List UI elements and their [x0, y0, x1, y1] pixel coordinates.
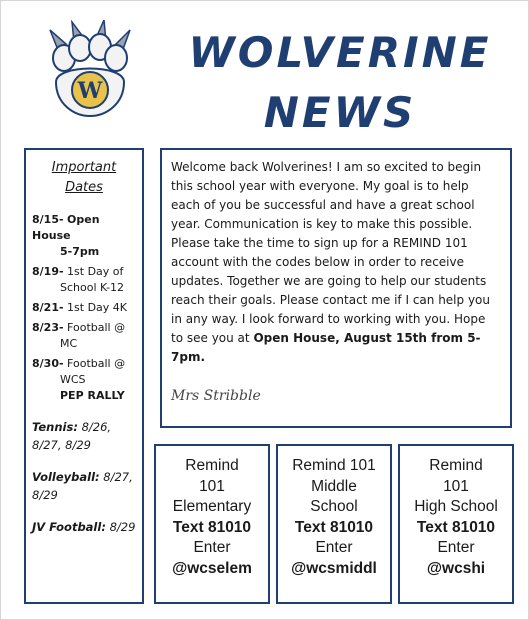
remind-elementary-box: [154, 444, 270, 604]
remind-line: 101: [199, 477, 225, 495]
date-text: 1st Day 4K: [67, 301, 128, 314]
sport-dates: 8/27, 8/29: [32, 470, 133, 502]
date-item: [32, 320, 136, 352]
date-label: 8/21-: [32, 301, 64, 314]
date-item: [32, 300, 136, 316]
welcome-body: [171, 158, 501, 367]
welcome-letter: [160, 148, 512, 428]
sport-dates: 8/29: [109, 520, 136, 534]
remind-text-number: Text 81010: [294, 518, 374, 536]
remind-code: @wcshi: [426, 559, 486, 577]
wolverine-paw-logo: [44, 20, 136, 120]
heading-line-1: Important: [51, 160, 117, 175]
sport-dates: 8/26, 8/27, 8/29: [32, 420, 112, 452]
sport-label: Volleyball:: [32, 470, 100, 484]
remind-text-number: Text 81010: [416, 518, 496, 536]
remind-enter: Enter: [437, 539, 475, 556]
heading-line-2: Dates: [65, 180, 103, 195]
date-detail: WCS: [60, 373, 86, 386]
date-label: 8/23-: [32, 321, 64, 334]
remind-high-box: [398, 444, 514, 604]
remind-line: Middle: [311, 477, 357, 495]
important-dates-heading: [32, 158, 136, 198]
date-text: Open House: [32, 213, 100, 242]
remind-school: School: [310, 498, 358, 515]
date-detail: School K-12: [60, 281, 125, 294]
remind-enter: Enter: [193, 539, 231, 556]
remind-line: Remind: [429, 457, 483, 474]
signature: Mrs Stribble: [171, 388, 261, 404]
date-text: 1st Day of: [67, 265, 124, 278]
date-label: 8/19-: [32, 265, 64, 278]
open-house-callout: Open House, August 15th from 5-7pm.: [171, 331, 481, 364]
sport-schedule: [32, 518, 136, 536]
remind-code: @wcsmiddl: [291, 559, 377, 577]
sport-schedule: [32, 468, 136, 504]
title-line-1: WOLVERINE: [188, 28, 492, 77]
date-detail: 5-7pm: [60, 245, 100, 258]
date-item: [32, 264, 136, 296]
remind-line: Remind: [185, 457, 239, 474]
date-item: [32, 212, 136, 260]
remind-middle-box: [276, 444, 392, 604]
pep-rally-label: PEP RALLY: [60, 389, 125, 402]
date-detail: MC: [60, 337, 78, 350]
sport-label: Tennis:: [32, 420, 78, 434]
remind-text-number: Text 81010: [172, 518, 252, 536]
date-label: 8/30-: [32, 357, 64, 370]
remind-line: 101: [443, 477, 469, 495]
remind-line: Remind 101: [292, 457, 376, 474]
remind-school: High School: [414, 498, 498, 515]
important-dates-panel: [24, 148, 144, 604]
sport-schedule: [32, 418, 136, 454]
remind-code: @wcselem: [172, 559, 252, 577]
sport-label: JV Football:: [32, 520, 106, 534]
date-text: Football @: [67, 357, 126, 370]
remind-enter: Enter: [315, 539, 353, 556]
welcome-body-text: Welcome back Wolverines! I am so excited to begin this school year with everyone. My goal is to help each of you be successful and have a great school year. Communication is key to make this possible. Please take the time to sign up for a REMIND 101 account with the codes below in order to receive updates. Together we are going to help our students reach their goals. Please contact me if I can help you in any way. I look forward to working with you. Hope to see you at: [171, 160, 490, 345]
date-item: [32, 356, 136, 404]
remind-school: Elementary: [172, 498, 252, 515]
logo-letter: W: [77, 78, 103, 104]
title-line-2: NEWS: [263, 88, 417, 137]
date-label: 8/15-: [32, 213, 64, 226]
date-text: Football @: [67, 321, 126, 334]
